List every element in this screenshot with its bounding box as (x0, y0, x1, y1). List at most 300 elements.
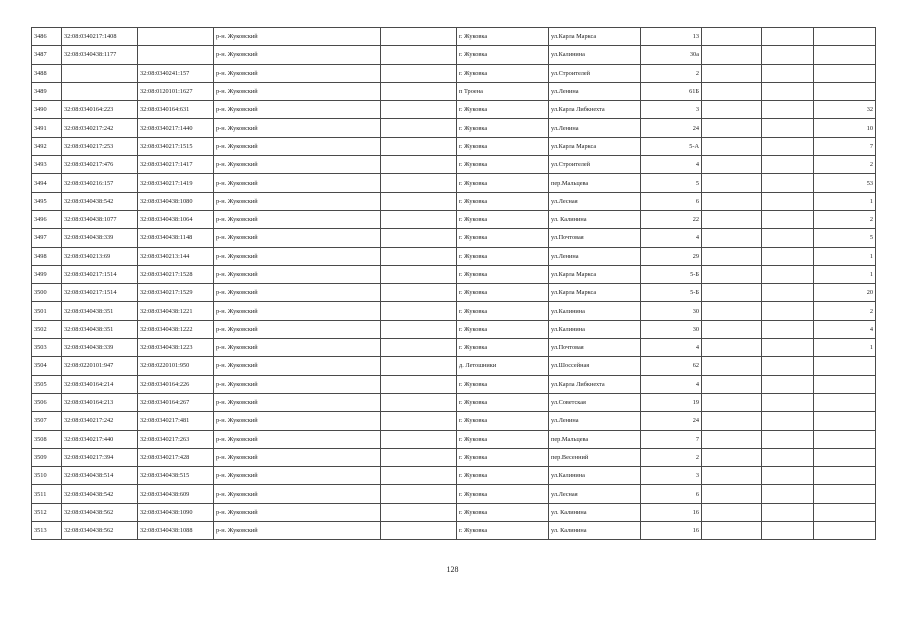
extra-col-2-cell (762, 302, 814, 320)
locality-cell: г. Жуковка (457, 430, 549, 448)
table-row (32, 430, 876, 448)
locality-cell: г. Жуковка (457, 503, 549, 521)
parent-cadastral-number-cell: 32:08:0340217:428 (138, 448, 214, 466)
settlement-type-cell (381, 393, 457, 411)
street-cell: ул.Лесная (549, 192, 641, 210)
table-row (32, 393, 876, 411)
district-cell: р-н. Жуковский (214, 210, 381, 228)
table-row (32, 503, 876, 521)
table-row (32, 119, 876, 137)
settlement-type-cell (381, 229, 457, 247)
parent-cadastral-number-cell: 32:08:0340217:1528 (138, 265, 214, 283)
apartment-number-cell (814, 357, 876, 375)
house-number-cell: 22 (641, 210, 702, 228)
cadastral-number-cell: 32:08:0340217:242 (62, 119, 138, 137)
extra-col-2-cell (762, 229, 814, 247)
apartment-number-cell: 32 (814, 101, 876, 119)
district-cell: р-н. Жуковский (214, 357, 381, 375)
apartment-number-cell (814, 467, 876, 485)
locality-cell: п Троена (457, 82, 549, 100)
locality-cell: г. Жуковка (457, 522, 549, 540)
apartment-number-cell: 10 (814, 119, 876, 137)
district-cell: р-н. Жуковский (214, 156, 381, 174)
table-row (32, 284, 876, 302)
parent-cadastral-number-cell: 32:08:0340438:609 (138, 485, 214, 503)
cadastral-number-cell: 32:08:0340438:514 (62, 467, 138, 485)
street-cell: пер.Весенний (549, 448, 641, 466)
parent-cadastral-number-cell: 32:08:0340438:1222 (138, 320, 214, 338)
settlement-type-cell (381, 412, 457, 430)
house-number-cell: 62 (641, 357, 702, 375)
table-row (32, 375, 876, 393)
apartment-number-cell (814, 522, 876, 540)
table-row (32, 485, 876, 503)
street-cell: пер.Мальцева (549, 430, 641, 448)
extra-col-2-cell (762, 101, 814, 119)
street-cell: ул.Почтовая (549, 339, 641, 357)
apartment-number-cell (814, 485, 876, 503)
extra-col-1-cell (702, 192, 762, 210)
extra-col-1-cell (702, 430, 762, 448)
table-row (32, 320, 876, 338)
settlement-type-cell (381, 247, 457, 265)
locality-cell: д. Летошники (457, 357, 549, 375)
extra-col-1-cell (702, 302, 762, 320)
extra-col-2-cell (762, 339, 814, 357)
district-cell: р-н. Жуковский (214, 320, 381, 338)
street-cell: ул.Ленина (549, 412, 641, 430)
district-cell: р-н. Жуковский (214, 82, 381, 100)
house-number-cell: 16 (641, 522, 702, 540)
apartment-number-cell: 5 (814, 229, 876, 247)
cadastral-number-cell: 32:08:0340438:351 (62, 302, 138, 320)
cadastral-number-cell: 32:08:0340438:562 (62, 503, 138, 521)
table-row (32, 101, 876, 119)
parent-cadastral-number-cell: 32:08:0120101:1627 (138, 82, 214, 100)
cadastral-number-cell: 32:08:0340438:1177 (62, 46, 138, 64)
extra-col-1-cell (702, 156, 762, 174)
extra-col-1-cell (702, 174, 762, 192)
extra-col-2-cell (762, 412, 814, 430)
house-number-cell: 5-Б (641, 265, 702, 283)
house-number-cell: 3 (641, 467, 702, 485)
extra-col-2-cell (762, 284, 814, 302)
row-number-cell: 3489 (32, 82, 62, 100)
extra-col-2-cell (762, 375, 814, 393)
extra-col-2-cell (762, 448, 814, 466)
cadastral-number-cell: 32:08:0340213:69 (62, 247, 138, 265)
house-number-cell: 30а (641, 46, 702, 64)
settlement-type-cell (381, 119, 457, 137)
locality-cell: г. Жуковка (457, 156, 549, 174)
locality-cell: г. Жуковка (457, 247, 549, 265)
cadastral-number-cell: 32:08:0340164:214 (62, 375, 138, 393)
parent-cadastral-number-cell: 32:08:0340164:226 (138, 375, 214, 393)
table-row (32, 339, 876, 357)
cadastral-number-cell: 32:08:0340438:542 (62, 192, 138, 210)
locality-cell: г. Жуковка (457, 137, 549, 155)
cadastral-number-cell: 32:08:0340217:1514 (62, 265, 138, 283)
locality-cell: г. Жуковка (457, 339, 549, 357)
cadastral-number-cell: 32:08:0340217:394 (62, 448, 138, 466)
district-cell: р-н. Жуковский (214, 137, 381, 155)
house-number-cell: 7 (641, 430, 702, 448)
street-cell: ул.Карла Маркса (549, 28, 641, 46)
extra-col-1-cell (702, 467, 762, 485)
extra-col-2-cell (762, 485, 814, 503)
cadastral-number-cell: 32:08:0340217:1408 (62, 28, 138, 46)
settlement-type-cell (381, 64, 457, 82)
settlement-type-cell (381, 302, 457, 320)
row-number-cell: 3506 (32, 393, 62, 411)
parent-cadastral-number-cell: 32:08:0340164:267 (138, 393, 214, 411)
extra-col-1-cell (702, 28, 762, 46)
street-cell: ул.Калинина (549, 467, 641, 485)
district-cell: р-н. Жуковский (214, 430, 381, 448)
apartment-number-cell (814, 375, 876, 393)
apartment-number-cell: 1 (814, 265, 876, 283)
house-number-cell: 61Б (641, 82, 702, 100)
row-number-cell: 3490 (32, 101, 62, 119)
house-number-cell: 5-А (641, 137, 702, 155)
table-row (32, 192, 876, 210)
extra-col-1-cell (702, 320, 762, 338)
cadastral-number-cell: 32:08:0340438:1077 (62, 210, 138, 228)
extra-col-2-cell (762, 156, 814, 174)
settlement-type-cell (381, 210, 457, 228)
street-cell: ул. Калинина (549, 503, 641, 521)
district-cell: р-н. Жуковский (214, 46, 381, 64)
row-number-cell: 3509 (32, 448, 62, 466)
settlement-type-cell (381, 137, 457, 155)
apartment-number-cell: 1 (814, 339, 876, 357)
cadastral-number-cell: 32:08:0340217:476 (62, 156, 138, 174)
parent-cadastral-number-cell: 32:08:0340217:481 (138, 412, 214, 430)
extra-col-2-cell (762, 64, 814, 82)
apartment-number-cell (814, 448, 876, 466)
house-number-cell: 4 (641, 375, 702, 393)
table-row (32, 174, 876, 192)
row-number-cell: 3508 (32, 430, 62, 448)
table-body (32, 28, 876, 540)
settlement-type-cell (381, 357, 457, 375)
extra-col-1-cell (702, 339, 762, 357)
settlement-type-cell (381, 284, 457, 302)
row-number-cell: 3500 (32, 284, 62, 302)
extra-col-2-cell (762, 265, 814, 283)
locality-cell: г. Жуковка (457, 46, 549, 64)
district-cell: р-н. Жуковский (214, 101, 381, 119)
house-number-cell: 30 (641, 302, 702, 320)
house-number-cell: 13 (641, 28, 702, 46)
extra-col-1-cell (702, 119, 762, 137)
settlement-type-cell (381, 265, 457, 283)
apartment-number-cell (814, 430, 876, 448)
extra-col-1-cell (702, 229, 762, 247)
settlement-type-cell (381, 339, 457, 357)
street-cell: ул.Строителей (549, 156, 641, 174)
house-number-cell: 2 (641, 64, 702, 82)
parent-cadastral-number-cell: 32:08:0340438:515 (138, 467, 214, 485)
row-number-cell: 3512 (32, 503, 62, 521)
settlement-type-cell (381, 320, 457, 338)
street-cell: ул.Лесная (549, 485, 641, 503)
parent-cadastral-number-cell: 32:08:0340438:1221 (138, 302, 214, 320)
cadastral-number-cell (62, 82, 138, 100)
district-cell: р-н. Жуковский (214, 522, 381, 540)
district-cell: р-н. Жуковский (214, 229, 381, 247)
parent-cadastral-number-cell: 32:08:0340438:1148 (138, 229, 214, 247)
settlement-type-cell (381, 174, 457, 192)
extra-col-2-cell (762, 119, 814, 137)
extra-col-2-cell (762, 467, 814, 485)
cadastral-number-cell: 32:08:0340216:157 (62, 174, 138, 192)
parent-cadastral-number-cell: 32:08:0340438:1223 (138, 339, 214, 357)
cadastral-number-cell: 32:08:0340217:1514 (62, 284, 138, 302)
locality-cell: г. Жуковка (457, 192, 549, 210)
extra-col-2-cell (762, 357, 814, 375)
page-number: 128 (446, 565, 459, 574)
district-cell: р-н. Жуковский (214, 119, 381, 137)
extra-col-1-cell (702, 375, 762, 393)
street-cell: ул.Калинина (549, 302, 641, 320)
row-number-cell: 3492 (32, 137, 62, 155)
apartment-number-cell (814, 412, 876, 430)
locality-cell: г. Жуковка (457, 485, 549, 503)
row-number-cell: 3488 (32, 64, 62, 82)
parent-cadastral-number-cell (138, 46, 214, 64)
row-number-cell: 3507 (32, 412, 62, 430)
locality-cell: г. Жуковка (457, 174, 549, 192)
house-number-cell: 5 (641, 174, 702, 192)
table-row (32, 210, 876, 228)
house-number-cell: 24 (641, 412, 702, 430)
table-row (32, 46, 876, 64)
street-cell: ул.Карла Маркса (549, 137, 641, 155)
street-cell: ул.Ленина (549, 82, 641, 100)
district-cell: р-н. Жуковский (214, 467, 381, 485)
settlement-type-cell (381, 448, 457, 466)
apartment-number-cell: 1 (814, 192, 876, 210)
locality-cell: г. Жуковка (457, 64, 549, 82)
locality-cell: г. Жуковка (457, 320, 549, 338)
table-row (32, 82, 876, 100)
parent-cadastral-number-cell: 32:08:0340438:1080 (138, 192, 214, 210)
settlement-type-cell (381, 101, 457, 119)
table-row (32, 265, 876, 283)
district-cell: р-н. Жуковский (214, 64, 381, 82)
cadastral-number-cell: 32:08:0220101:947 (62, 357, 138, 375)
house-number-cell: 4 (641, 339, 702, 357)
house-number-cell: 4 (641, 229, 702, 247)
house-number-cell: 19 (641, 393, 702, 411)
extra-col-2-cell (762, 46, 814, 64)
apartment-number-cell: 2 (814, 210, 876, 228)
house-number-cell: 16 (641, 503, 702, 521)
apartment-number-cell (814, 82, 876, 100)
locality-cell: г. Жуковка (457, 265, 549, 283)
extra-col-1-cell (702, 137, 762, 155)
locality-cell: г. Жуковка (457, 467, 549, 485)
locality-cell: г. Жуковка (457, 375, 549, 393)
locality-cell: г. Жуковка (457, 448, 549, 466)
district-cell: р-н. Жуковский (214, 284, 381, 302)
house-number-cell: 4 (641, 156, 702, 174)
settlement-type-cell (381, 375, 457, 393)
table-row (32, 467, 876, 485)
locality-cell: г. Жуковка (457, 119, 549, 137)
parent-cadastral-number-cell: 32:08:0340438:1088 (138, 522, 214, 540)
street-cell: ул.Советская (549, 393, 641, 411)
cadastral-number-cell: 32:08:0340217:440 (62, 430, 138, 448)
street-cell: ул.Карла Маркса (549, 284, 641, 302)
locality-cell: г. Жуковка (457, 302, 549, 320)
cadastral-number-cell: 32:08:0340164:213 (62, 393, 138, 411)
extra-col-1-cell (702, 503, 762, 521)
row-number-cell: 3493 (32, 156, 62, 174)
extra-col-1-cell (702, 247, 762, 265)
street-cell: ул.Почтовая (549, 229, 641, 247)
street-cell: ул.Карла Маркса (549, 265, 641, 283)
table-row (32, 302, 876, 320)
district-cell: р-н. Жуковский (214, 265, 381, 283)
extra-col-2-cell (762, 503, 814, 521)
row-number-cell: 3496 (32, 210, 62, 228)
row-number-cell: 3503 (32, 339, 62, 357)
apartment-number-cell (814, 64, 876, 82)
street-cell: ул. Калинина (549, 522, 641, 540)
street-cell: ул.Шоссейная (549, 357, 641, 375)
extra-col-2-cell (762, 393, 814, 411)
district-cell: р-н. Жуковский (214, 375, 381, 393)
house-number-cell: 5-Б (641, 284, 702, 302)
district-cell: р-н. Жуковский (214, 174, 381, 192)
district-cell: р-н. Жуковский (214, 302, 381, 320)
house-number-cell: 2 (641, 448, 702, 466)
row-number-cell: 3504 (32, 357, 62, 375)
locality-cell: г. Жуковка (457, 28, 549, 46)
property-register-table (31, 27, 876, 540)
locality-cell: г. Жуковка (457, 393, 549, 411)
apartment-number-cell: 2 (814, 302, 876, 320)
settlement-type-cell (381, 485, 457, 503)
district-cell: р-н. Жуковский (214, 339, 381, 357)
street-cell: ул.Карла Либкнехта (549, 101, 641, 119)
house-number-cell: 29 (641, 247, 702, 265)
parent-cadastral-number-cell: 32:08:0340217:1417 (138, 156, 214, 174)
district-cell: р-н. Жуковский (214, 448, 381, 466)
table-row (32, 28, 876, 46)
street-cell: ул.Строителей (549, 64, 641, 82)
house-number-cell: 3 (641, 101, 702, 119)
settlement-type-cell (381, 156, 457, 174)
street-cell: ул. Калинина (549, 210, 641, 228)
district-cell: р-н. Жуковский (214, 393, 381, 411)
row-number-cell: 3487 (32, 46, 62, 64)
settlement-type-cell (381, 46, 457, 64)
cadastral-number-cell: 32:08:0340438:542 (62, 485, 138, 503)
district-cell: р-н. Жуковский (214, 247, 381, 265)
district-cell: р-н. Жуковский (214, 412, 381, 430)
house-number-cell: 30 (641, 320, 702, 338)
table-row (32, 247, 876, 265)
apartment-number-cell (814, 46, 876, 64)
street-cell: ул.Карла Либкнехта (549, 375, 641, 393)
extra-col-1-cell (702, 101, 762, 119)
house-number-cell: 6 (641, 192, 702, 210)
table-row (32, 137, 876, 155)
settlement-type-cell (381, 82, 457, 100)
apartment-number-cell: 1 (814, 247, 876, 265)
locality-cell: г. Жуковка (457, 229, 549, 247)
table-row (32, 229, 876, 247)
street-cell: ул.Ленина (549, 119, 641, 137)
parent-cadastral-number-cell: 32:08:0340217:1529 (138, 284, 214, 302)
extra-col-1-cell (702, 82, 762, 100)
row-number-cell: 3513 (32, 522, 62, 540)
house-number-cell: 6 (641, 485, 702, 503)
settlement-type-cell (381, 467, 457, 485)
settlement-type-cell (381, 430, 457, 448)
parent-cadastral-number-cell: 32:08:0340213:144 (138, 247, 214, 265)
apartment-number-cell (814, 393, 876, 411)
cadastral-number-cell: 32:08:0340217:242 (62, 412, 138, 430)
street-cell: ул.Ленина (549, 247, 641, 265)
parent-cadastral-number-cell (138, 28, 214, 46)
table-row (32, 412, 876, 430)
row-number-cell: 3486 (32, 28, 62, 46)
row-number-cell: 3501 (32, 302, 62, 320)
parent-cadastral-number-cell: 32:08:0340217:1515 (138, 137, 214, 155)
table-row (32, 522, 876, 540)
parent-cadastral-number-cell: 32:08:0340438:1090 (138, 503, 214, 521)
extra-col-2-cell (762, 137, 814, 155)
row-number-cell: 3497 (32, 229, 62, 247)
apartment-number-cell (814, 28, 876, 46)
extra-col-1-cell (702, 393, 762, 411)
apartment-number-cell (814, 503, 876, 521)
table-row (32, 357, 876, 375)
street-cell: пер.Мальцева (549, 174, 641, 192)
district-cell: р-н. Жуковский (214, 192, 381, 210)
street-cell: ул.Калинина (549, 320, 641, 338)
extra-col-2-cell (762, 82, 814, 100)
extra-col-2-cell (762, 247, 814, 265)
extra-col-1-cell (702, 46, 762, 64)
settlement-type-cell (381, 28, 457, 46)
row-number-cell: 3505 (32, 375, 62, 393)
parent-cadastral-number-cell: 32:08:0340217:1440 (138, 119, 214, 137)
locality-cell: г. Жуковка (457, 210, 549, 228)
cadastral-number-cell (62, 64, 138, 82)
extra-col-1-cell (702, 210, 762, 228)
apartment-number-cell: 53 (814, 174, 876, 192)
row-number-cell: 3502 (32, 320, 62, 338)
locality-cell: г. Жуковка (457, 412, 549, 430)
locality-cell: г. Жуковка (457, 101, 549, 119)
house-number-cell: 24 (641, 119, 702, 137)
extra-col-2-cell (762, 210, 814, 228)
row-number-cell: 3491 (32, 119, 62, 137)
extra-col-1-cell (702, 357, 762, 375)
extra-col-2-cell (762, 28, 814, 46)
extra-col-1-cell (702, 265, 762, 283)
district-cell: р-н. Жуковский (214, 28, 381, 46)
parent-cadastral-number-cell: 32:08:0340241:157 (138, 64, 214, 82)
settlement-type-cell (381, 503, 457, 521)
locality-cell: г. Жуковка (457, 284, 549, 302)
row-number-cell: 3511 (32, 485, 62, 503)
